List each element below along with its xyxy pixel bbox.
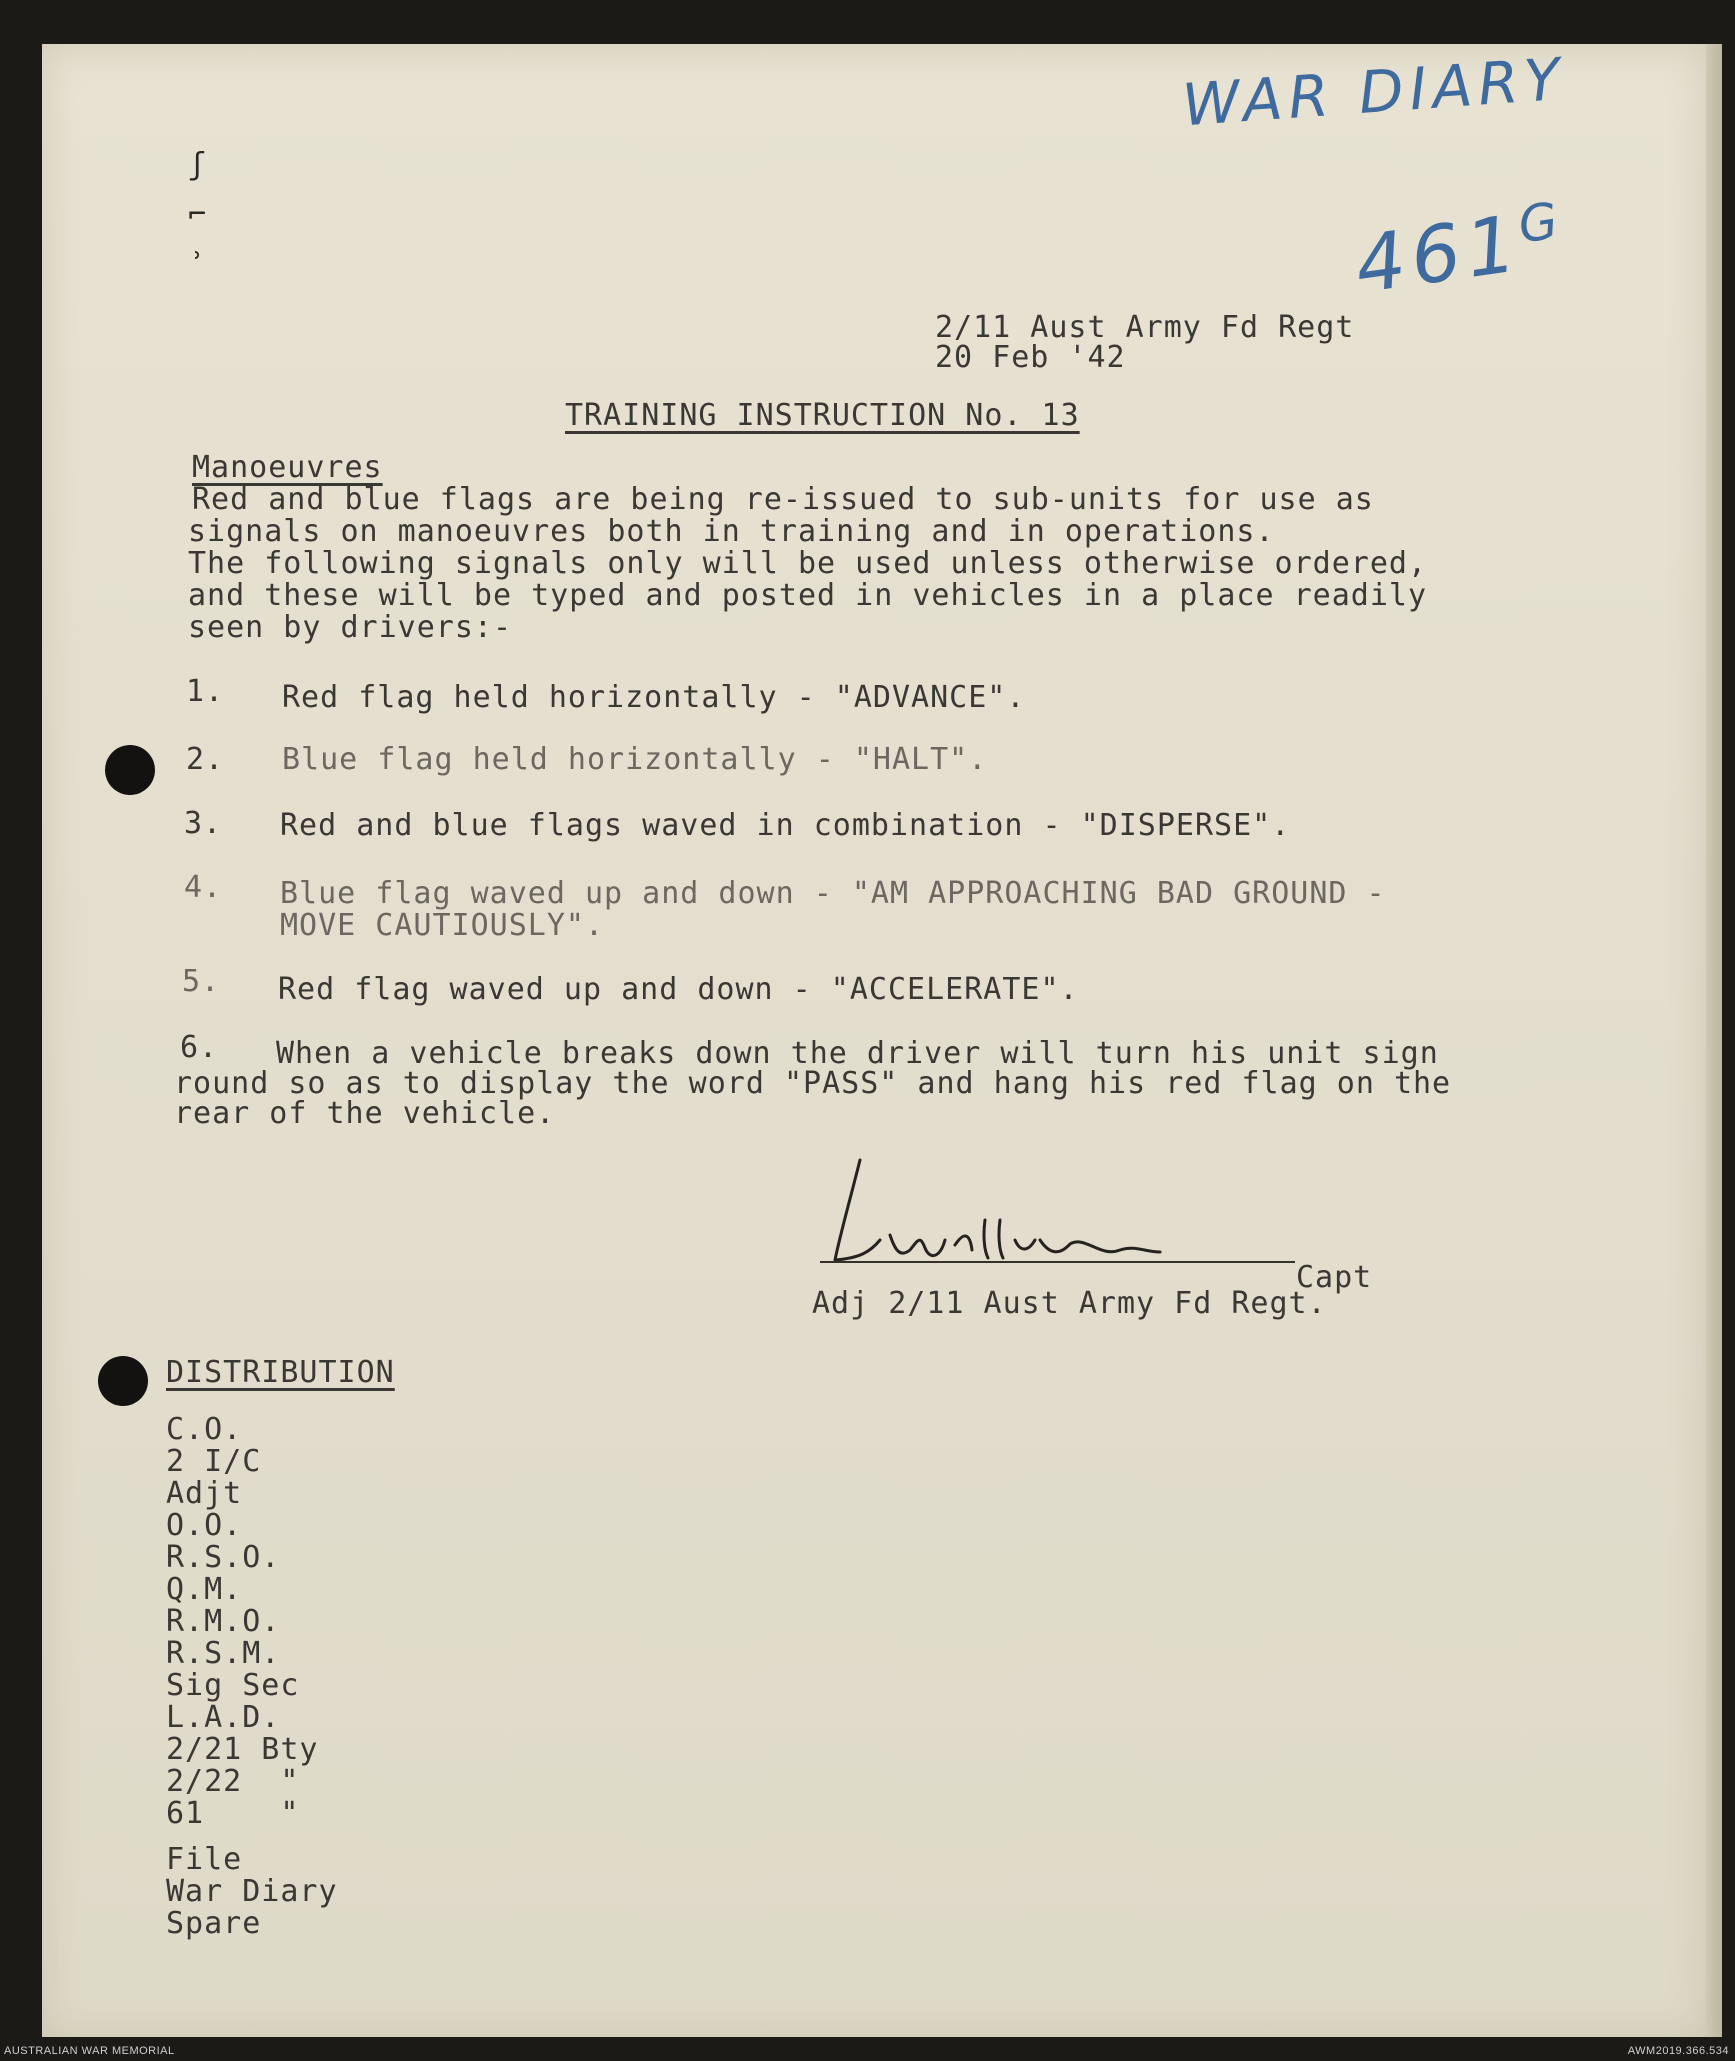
intro-line: seen by drivers:-: [188, 610, 513, 645]
handwritten-superscript: G: [1514, 190, 1568, 255]
distribution-item: C.O.: [166, 1412, 243, 1447]
distribution-item: 2 I/C: [166, 1444, 262, 1479]
item-text: When a vehicle breaks down the driver will turn his unit sign: [276, 1036, 1439, 1071]
distribution-item: 2/22 ": [166, 1764, 300, 1799]
distribution-item: R.S.O.: [166, 1540, 281, 1575]
punch-hole: [98, 1356, 148, 1406]
signal-number: 2.: [186, 742, 225, 777]
signal-text: Red and blue flags waved in combination - "DISPERSE".: [280, 808, 1291, 843]
intro-line: The following signals only will be used unless otherwise ordered,: [188, 546, 1427, 581]
distribution-item: Adjt: [166, 1476, 243, 1511]
item-text: round so as to display the word "PASS" and hang his red flag on the: [174, 1066, 1452, 1101]
punch-hole: [105, 745, 155, 795]
distribution-item: R.S.M.: [166, 1636, 281, 1671]
distribution-item: O.O.: [166, 1508, 243, 1543]
signal-text: Blue flag waved up and down - "AM APPROACHING BAD GROUND -: [280, 876, 1386, 911]
signal-number: 1.: [186, 674, 225, 709]
distribution-item: 2/21 Bty: [166, 1732, 319, 1767]
distribution-item: R.M.O.: [166, 1604, 281, 1639]
signal-text: MOVE CAUTIOUSLY".: [280, 908, 605, 943]
distribution-item: Sig Sec: [166, 1668, 300, 1703]
distribution-item: Q.M.: [166, 1572, 243, 1607]
intro-line: Red and blue flags are being re-issued to sub-units for use as: [192, 482, 1374, 517]
document-date: 20 Feb '42: [935, 340, 1126, 375]
signal-text: Red flag waved up and down - "ACCELERATE".: [278, 972, 1079, 1007]
signal-text: Red flag held horizontally - "ADVANCE".: [282, 680, 1026, 715]
signature-appointment: Adj 2/11 Aust Army Fd Regt.: [812, 1286, 1327, 1321]
signal-text: Blue flag held horizontally - "HALT".: [282, 742, 988, 777]
distribution-item: L.A.D.: [166, 1700, 281, 1735]
page-edge: [1706, 44, 1722, 2037]
signal-number: 3.: [184, 806, 223, 841]
handwritten-war-diary: WAR DIARY: [1180, 44, 1568, 140]
signal-number: 5.: [182, 964, 221, 999]
intro-line: signals on manoeuvres both in training and in operations.: [188, 514, 1275, 549]
signature-rank: Capt: [1296, 1260, 1373, 1295]
archive-reference: AWM2019.366.534: [1627, 2045, 1729, 2057]
margin-marks: ʃ ⌐ ʾ: [188, 147, 207, 282]
distribution-item: War Diary: [166, 1874, 338, 1909]
unit-name: 2/11 Aust Army Fd Regt: [935, 310, 1355, 345]
item-number: 6.: [180, 1030, 219, 1065]
distribution-item: 61 ": [166, 1796, 300, 1831]
document-title: TRAINING INSTRUCTION No. 13: [565, 398, 1080, 433]
intro-line: and these will be typed and posted in vehicles in a place readily: [188, 578, 1427, 613]
signature-image: [800, 1140, 1300, 1270]
archive-credit: AUSTRALIAN WAR MEMORIAL: [4, 2045, 175, 2057]
distribution-item: File: [166, 1842, 243, 1877]
signal-number: 4.: [184, 870, 223, 905]
item-text: rear of the vehicle.: [174, 1096, 556, 1131]
handwritten-number-text: 461: [1349, 198, 1528, 312]
distribution-heading: DISTRIBUTION: [166, 1355, 395, 1390]
distribution-item: Spare: [166, 1906, 262, 1941]
section-heading: Manoeuvres: [192, 450, 383, 485]
